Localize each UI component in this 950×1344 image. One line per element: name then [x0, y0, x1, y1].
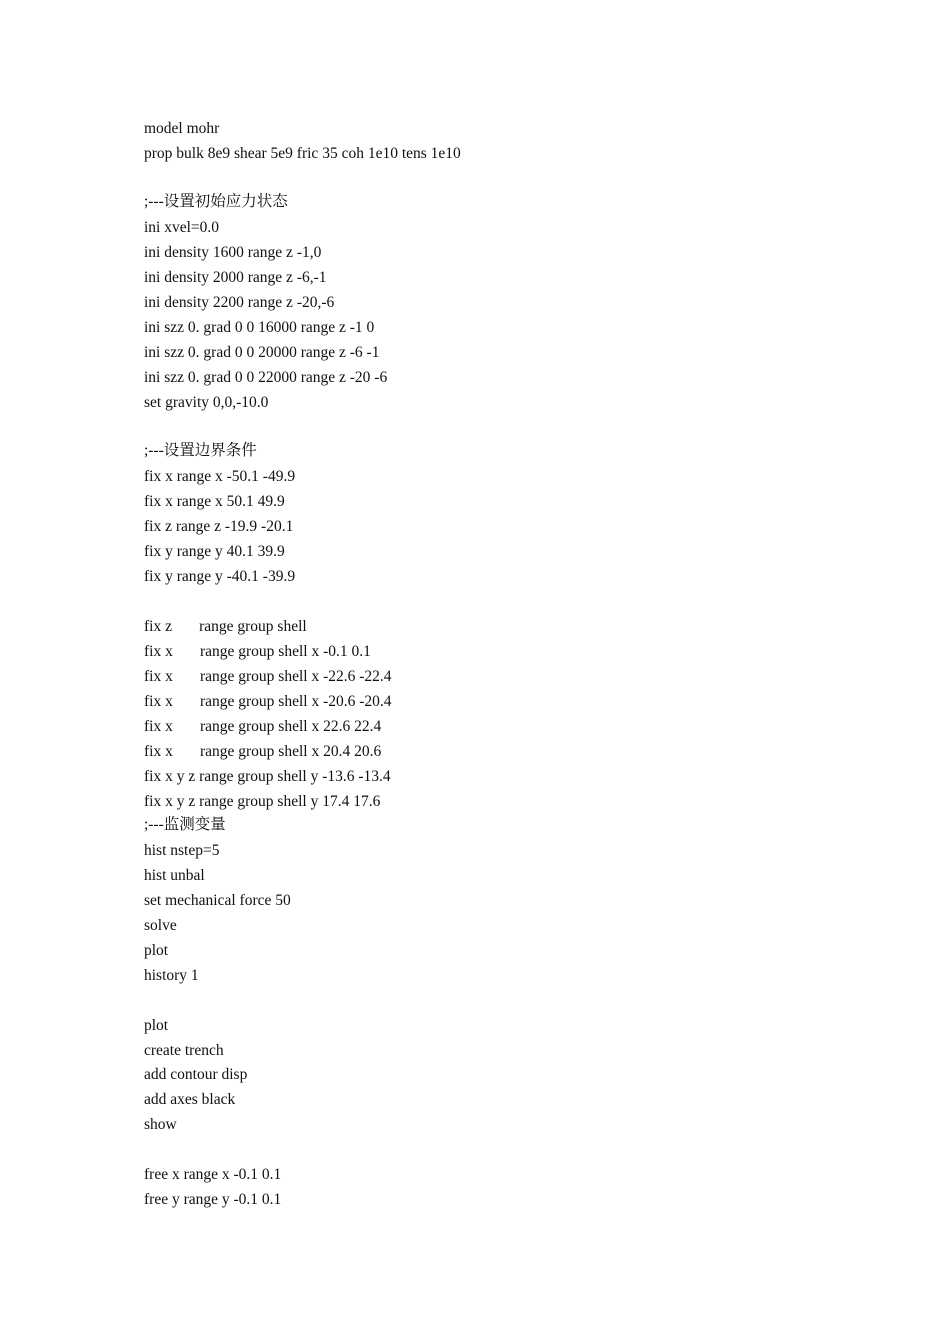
text-line: fix x range group shell x 20.4 20.6: [144, 743, 382, 760]
text-line: fix x y z range group shell y -13.6 -13.4: [144, 768, 391, 785]
text-line: hist unbal: [144, 867, 205, 884]
text-line: fix y range y 40.1 39.9: [144, 543, 285, 560]
text-line: ini szz 0. grad 0 0 20000 range z -6 -1: [144, 344, 380, 361]
text-line: fix x range x 50.1 49.9: [144, 493, 285, 510]
text-line: ini xvel=0.0: [144, 219, 220, 236]
section-comment: ;---监测变量: [144, 816, 226, 833]
text-line: fix x range x -50.1 -49.9: [144, 468, 296, 485]
text-line: hist nstep=5: [144, 842, 220, 859]
text-line: history 1: [144, 967, 199, 984]
text-line: fix y range y -40.1 -39.9: [144, 568, 296, 585]
text-line: free x range x -0.1 0.1: [144, 1166, 282, 1183]
text-line: set gravity 0,0,-10.0: [144, 394, 269, 411]
text-line: show: [144, 1116, 177, 1133]
text-line: fix z range z -19.9 -20.1: [144, 518, 294, 535]
text-line: free y range y -0.1 0.1: [144, 1191, 282, 1208]
section-comment: ;---设置初始应力状态: [144, 193, 288, 210]
text-line: model mohr: [144, 120, 220, 137]
text-line: plot: [144, 942, 169, 959]
text-line: solve: [144, 917, 177, 934]
text-line: fix x range group shell x -20.6 -20.4: [144, 693, 392, 710]
section-comment: ;---设置边界条件: [144, 442, 257, 459]
text-line: prop bulk 8e9 shear 5e9 fric 35 coh 1e10 tens 1e10: [144, 145, 461, 162]
text-line: create trench: [144, 1042, 224, 1059]
text-line: fix x range group shell x -22.6 -22.4: [144, 668, 392, 685]
text-line: add contour disp: [144, 1066, 248, 1083]
text-line: add axes black: [144, 1091, 236, 1108]
text-line: plot: [144, 1017, 169, 1034]
text-line: set mechanical force 50: [144, 892, 291, 909]
text-line: fix x range group shell x 22.6 22.4: [144, 718, 382, 735]
text-line: fix x range group shell x -0.1 0.1: [144, 643, 371, 660]
text-line: ini density 2200 range z -20,-6: [144, 294, 335, 311]
text-line: fix x y z range group shell y 17.4 17.6: [144, 793, 381, 810]
text-line: ini density 2000 range z -6,-1: [144, 269, 327, 286]
text-line: ini szz 0. grad 0 0 16000 range z -1 0: [144, 319, 375, 336]
text-line: fix z range group shell: [144, 618, 307, 635]
text-line: ini szz 0. grad 0 0 22000 range z -20 -6: [144, 369, 388, 386]
text-line: ini density 1600 range z -1,0: [144, 244, 322, 261]
